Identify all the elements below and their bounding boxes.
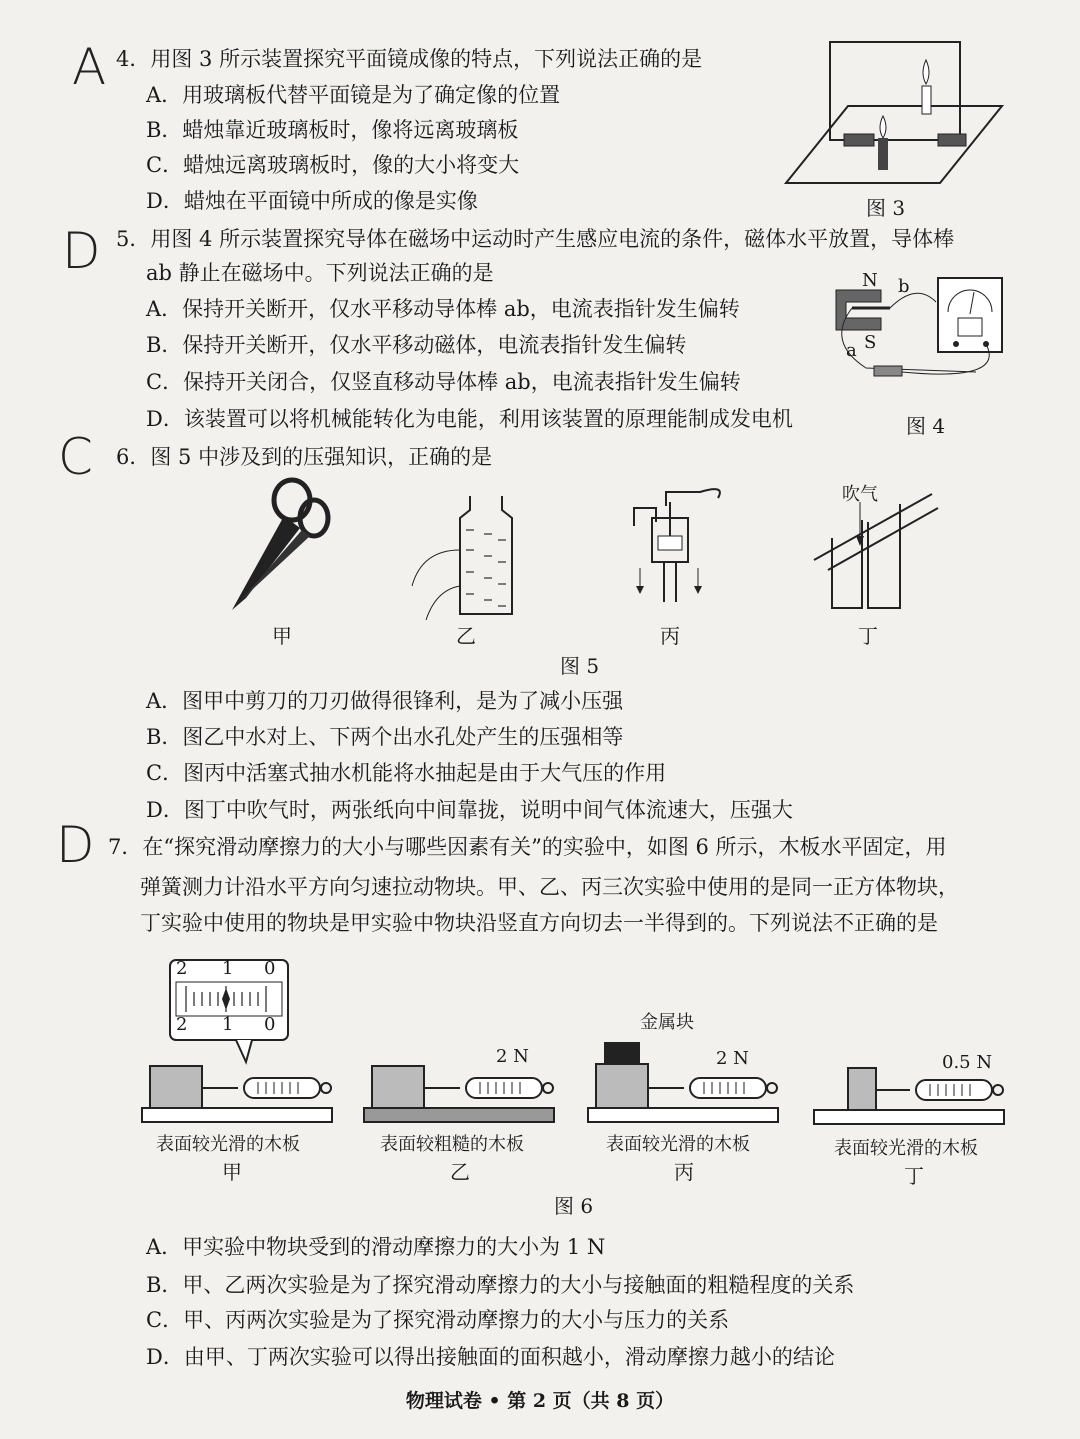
- figure-6-caption: 图 6: [554, 1194, 594, 1218]
- figure-4-label-a: a: [846, 340, 857, 361]
- q7-stem-line1: 7．在“探究滑动摩擦力的大小与哪些因素有关”的实验中，如图 6 所示，木板水平固定，用: [108, 835, 947, 859]
- panel-yi-label: 乙: [450, 1160, 470, 1184]
- panel-ding-label: 丁: [904, 1164, 924, 1188]
- q7-option-b: B．甲、乙两次实验是为了探究滑动摩擦力的大小与接触面的粗糙程度的关系: [146, 1273, 855, 1297]
- figure-4-label-s: S: [864, 332, 877, 353]
- q7-option-d: D．由甲、丁两次实验可以得出接触面的面积越小，滑动摩擦力越小的结论: [146, 1345, 835, 1369]
- q6-option-b: B．图乙中水对上、下两个出水孔处产生的压强相等: [146, 725, 624, 749]
- figure-6-panel-bing: [586, 1040, 786, 1126]
- panel-bing-label: 丙: [674, 1160, 694, 1184]
- figure-6-panel-yi: [362, 1058, 562, 1128]
- q4-option-a: A．用玻璃板代替平面镜是为了确定像的位置: [146, 83, 561, 107]
- scale-tick-2-top: 2: [176, 958, 188, 979]
- handwritten-answer-q5: D: [62, 222, 101, 280]
- scale-tick-1-top: 1: [222, 958, 234, 979]
- panel-jia-surface: 表面较光滑的木板: [156, 1134, 300, 1155]
- figure-5-blow-label: 吹气: [842, 484, 878, 505]
- figure-4-label-n: N: [862, 270, 878, 291]
- q5-option-c: C．保持开关闭合，仅竖直移动导体棒 ab，电流表指针发生偏转: [146, 370, 741, 394]
- page-footer: 物理试卷 • 第 2 页（共 8 页）: [405, 1390, 675, 1412]
- figure-5-piston-pump: [622, 478, 732, 608]
- q5-option-a: A．保持开关断开，仅水平移动导体棒 ab，电流表指针发生偏转: [146, 297, 740, 321]
- panel-ding-surface: 表面较光滑的木板: [834, 1138, 978, 1159]
- figure-5-sub-yi: 乙: [456, 624, 476, 648]
- figure-6-panel-jia: [140, 1058, 340, 1128]
- q7-stem-line3: 丁实验中使用的物块是甲实验中物块沿竖直方向切去一半得到的。下列说法不正确的是: [140, 911, 938, 935]
- figure-5-sub-bing: 丙: [660, 624, 680, 648]
- q6-option-d: D．图丁中吹气时，两张纸向中间靠拢，说明中间气体流速大，压强大: [146, 798, 793, 822]
- figure-5-caption: 图 5: [560, 654, 600, 678]
- q7-stem-line2: 弹簧测力计沿水平方向匀速拉动物块。甲、乙、丙三次实验中使用的是同一正方体物块，: [140, 875, 959, 899]
- q4-stem: 4．用图 3 所示装置探究平面镜成像的特点，下列说法正确的是: [116, 47, 703, 71]
- figure-5-sub-jia: 甲: [272, 624, 292, 648]
- handwritten-answer-q4: A: [72, 38, 107, 96]
- scale-tick-0-top: 0: [264, 958, 276, 979]
- panel-bing-reading: 2 N: [716, 1048, 749, 1069]
- q5-stem-line2: ab 静止在磁场中。下列说法正确的是: [146, 261, 494, 285]
- figure-4-caption: 图 4: [906, 414, 946, 438]
- scale-tick-2-bottom: 2: [176, 1014, 188, 1035]
- scale-tick-1-bottom: 1: [222, 1014, 234, 1035]
- figure-5-water-bottle: [402, 490, 522, 630]
- q5-option-b: B．保持开关断开，仅水平移动磁体，电流表指针发生偏转: [146, 333, 687, 357]
- q4-option-d: D．蜡烛在平面镜中所成的像是实像: [146, 189, 478, 213]
- q6-stem: 6．图 5 中涉及到的压强知识，正确的是: [116, 445, 493, 469]
- figure-3-mirror-setup: [782, 38, 1012, 188]
- figure-5-sub-ding: 丁: [858, 624, 878, 648]
- q4-option-b: B．蜡烛靠近玻璃板时，像将远离玻璃板: [146, 118, 519, 142]
- q4-option-c: C．蜡烛远离玻璃板时，像的大小将变大: [146, 153, 520, 177]
- figure-4-label-b: b: [898, 276, 910, 297]
- panel-jia-label: 甲: [222, 1160, 242, 1184]
- panel-bing-metal-label: 金属块: [640, 1012, 694, 1033]
- q7-option-a: A．甲实验中物块受到的滑动摩擦力的大小为 1 N: [146, 1235, 606, 1259]
- handwritten-answer-q6: C: [58, 428, 93, 486]
- figure-3-caption: 图 3: [866, 196, 906, 220]
- handwritten-answer-q7: D: [56, 816, 95, 874]
- figure-4-induction-setup: [826, 272, 1016, 382]
- panel-ding-reading: 0.5 N: [942, 1052, 993, 1073]
- q7-option-c: C．甲、丙两次实验是为了探究滑动摩擦力的大小与压力的关系: [146, 1308, 730, 1332]
- panel-bing-surface: 表面较光滑的木板: [606, 1134, 750, 1155]
- q5-option-d: D．该装置可以将机械能转化为电能，利用该装置的原理能制成发电机: [146, 407, 793, 431]
- figure-5-scissors: [226, 478, 336, 618]
- panel-yi-reading: 2 N: [496, 1046, 529, 1067]
- q5-stem-line1: 5．用图 4 所示装置探究导体在磁场中运动时产生感应电流的条件，磁体水平放置，导体棒: [116, 227, 955, 251]
- q6-option-a: A．图甲中剪刀的刀刃做得很锋利，是为了减小压强: [146, 689, 624, 713]
- q6-option-c: C．图丙中活塞式抽水机能将水抽起是由于大气压的作用: [146, 761, 667, 785]
- scale-tick-0-bottom: 0: [264, 1014, 276, 1035]
- panel-yi-surface: 表面较粗糙的木板: [380, 1134, 524, 1155]
